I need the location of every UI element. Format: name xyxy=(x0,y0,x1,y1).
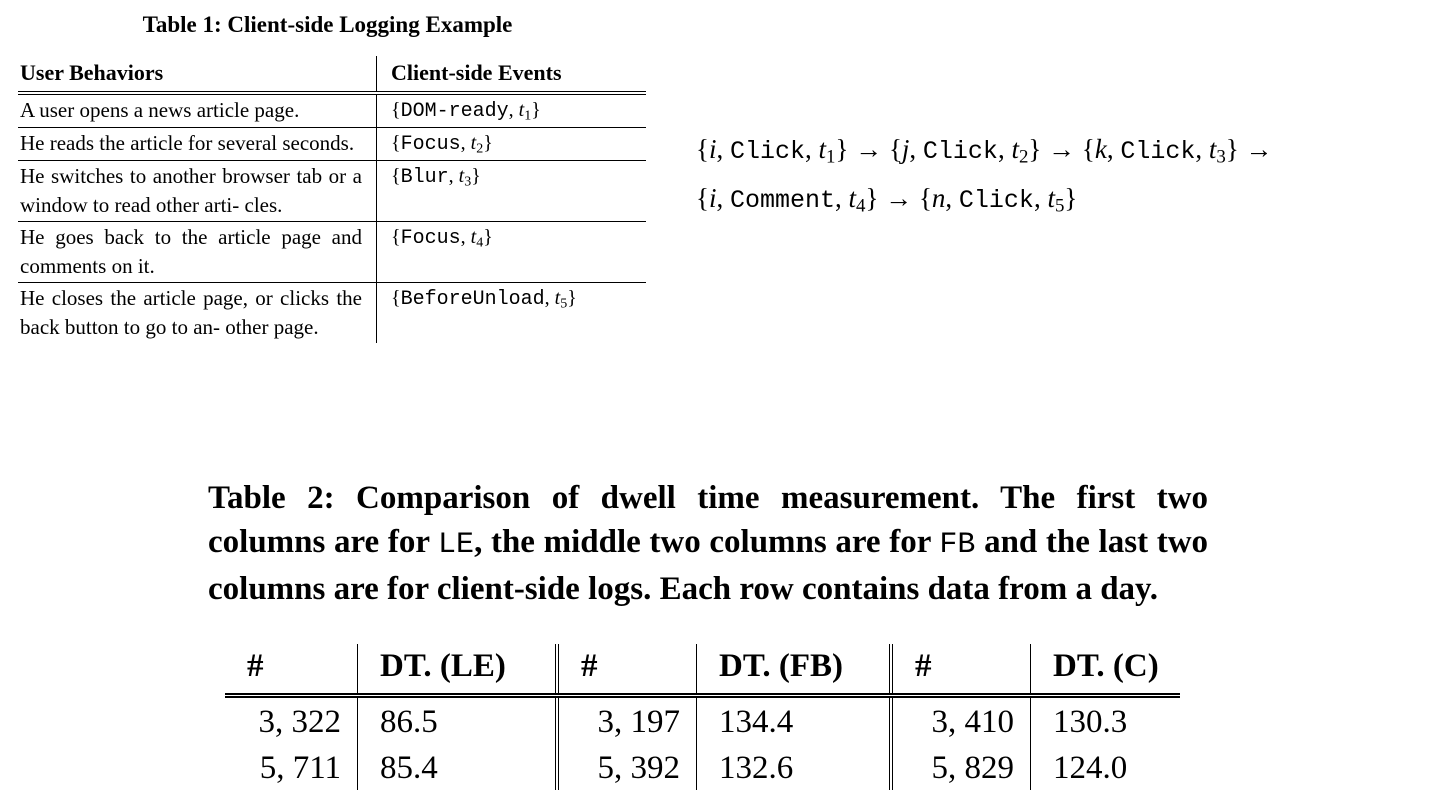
count-cell: 5, 392 xyxy=(557,744,697,790)
caption-code-fb: FB xyxy=(939,528,976,562)
seq-time-sub: 4 xyxy=(856,195,866,217)
count-cell: 5, 711 xyxy=(259,749,341,786)
behavior-cell: He goes back to the article page and comments on it. xyxy=(18,222,377,283)
event-time: t xyxy=(518,99,525,121)
header-dt-fb: DT. (FB) xyxy=(697,644,892,696)
sequence-line-1: {i, Click, $t_1\} \to \{j$, Click, $t_2\} \to \{k$, Click, $t_3$} → xyxy=(696,134,1273,168)
seq-time-sub: 1 xyxy=(826,146,836,168)
header-dt-le: DT. (LE) xyxy=(358,644,558,696)
seq-item: n xyxy=(931,183,946,213)
table2 xyxy=(225,644,1180,790)
seq-time-sub: 2 xyxy=(1018,146,1029,168)
behavior-cell: He switches to another browser tab or a window to read other arti- cles. xyxy=(18,161,377,222)
seq-time: t xyxy=(1208,134,1217,164)
table1 xyxy=(18,56,646,343)
behavior-cell: He reads the article for several seconds. xyxy=(18,128,377,161)
dwell-time-cell: 85.4 xyxy=(358,744,558,790)
event-time-sub: 4 xyxy=(476,235,484,251)
behavior-cell: A user opens a news article page. xyxy=(18,93,377,128)
count-cell: 3, 410 xyxy=(891,696,1031,745)
seq-time: t xyxy=(1047,183,1055,213)
event-time-sub: 3 xyxy=(464,174,472,190)
seq-item: j xyxy=(901,134,910,164)
event-time: t xyxy=(458,165,465,187)
event-cell: {BeforeUnload, $t_5$} xyxy=(377,283,647,344)
event-time-sub: 2 xyxy=(476,141,484,157)
arrow-icon: → xyxy=(1245,134,1273,164)
event-name: Focus xyxy=(400,227,461,250)
event-cell: {Focus, $t_4$} xyxy=(377,222,647,283)
arrow-icon: → xyxy=(855,134,883,164)
seq-time: t xyxy=(848,183,857,213)
header-count-fb: # xyxy=(557,644,697,696)
header-count-c: # xyxy=(891,644,1031,696)
table1-header-row xyxy=(18,56,646,93)
sequence-line-2: {i, Comment, $t_4\} \to \{n$, Click, $t_5$} xyxy=(696,183,1078,217)
event-time-sub: 5 xyxy=(560,296,568,312)
behavior-cell: He closes the article page, or clicks the back button to go to an- other page. xyxy=(20,286,362,339)
event-time: t xyxy=(470,226,477,248)
seq-item: i xyxy=(708,183,717,213)
table1-caption: Table 1: Client-side Logging Example xyxy=(142,12,513,37)
table-row xyxy=(18,93,646,128)
event-name: Focus xyxy=(400,133,461,156)
event-time: t xyxy=(554,287,561,309)
table-row xyxy=(18,222,646,283)
seq-action: Click xyxy=(958,186,1034,215)
arrow-icon: → xyxy=(885,183,913,213)
seq-time-sub: 5 xyxy=(1054,195,1065,217)
event-name: BeforeUnload xyxy=(400,288,545,311)
seq-time: t xyxy=(818,134,827,164)
table-row xyxy=(18,161,646,222)
event-time: t xyxy=(470,132,477,154)
seq-action: Click xyxy=(1120,137,1196,166)
count-cell: 3, 322 xyxy=(258,703,341,740)
seq-item: k xyxy=(1094,134,1107,164)
seq-item: i xyxy=(708,134,717,164)
arrow-icon: → xyxy=(1048,134,1076,164)
header-dt-c: DT. (C) xyxy=(1031,644,1181,696)
seq-time-sub: 3 xyxy=(1216,146,1226,168)
table-row xyxy=(225,696,1180,745)
caption-text: , the middle two columns are for xyxy=(474,524,931,560)
dwell-time-cell: 130.3 xyxy=(1031,696,1181,745)
event-cell: {Focus, $t_2$} xyxy=(377,128,647,161)
caption-text: Table 2: Comparison of dwell time measurement. The first two columns are for xyxy=(208,480,1208,560)
caption-code-le: LE xyxy=(438,528,475,562)
table-row xyxy=(18,128,646,161)
table-row xyxy=(225,744,1180,790)
table2-header-row xyxy=(225,644,1180,696)
seq-action: Click xyxy=(729,137,805,166)
dwell-time-cell: 86.5 xyxy=(358,696,558,745)
seq-action: Click xyxy=(922,137,998,166)
seq-time: t xyxy=(1011,134,1019,164)
dwell-time-cell: 124.0 xyxy=(1031,744,1181,790)
event-sequence xyxy=(696,126,1273,224)
event-time-sub: 1 xyxy=(524,108,532,124)
count-cell: 5, 829 xyxy=(891,744,1031,790)
table2-caption xyxy=(208,476,1208,611)
table-row xyxy=(18,283,646,344)
table1-header-events: Client-side Events xyxy=(377,56,647,93)
seq-action: Comment xyxy=(729,186,836,215)
event-cell: {Blur, $t_3$} xyxy=(377,161,647,222)
count-cell: 3, 197 xyxy=(557,696,697,745)
event-cell: {DOM-ready, $t_1$} xyxy=(377,93,647,128)
header-count-le: # xyxy=(225,644,358,696)
caption-text: and the last two columns are for client-side logs. Each row contains data from a day. xyxy=(208,524,1209,607)
dwell-time-cell: 134.4 xyxy=(697,696,892,745)
dwell-time-cell: 132.6 xyxy=(697,744,892,790)
table1-header-behaviors: User Behaviors xyxy=(18,56,377,93)
event-name: DOM-ready xyxy=(400,100,509,123)
event-name: Blur xyxy=(400,166,449,189)
